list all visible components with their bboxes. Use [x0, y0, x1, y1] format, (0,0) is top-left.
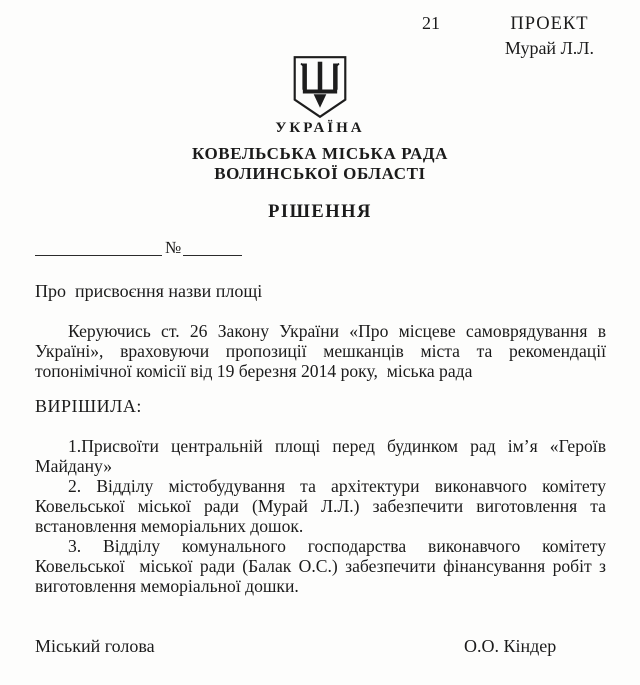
signatory-title: Міський голова [35, 636, 155, 656]
draft-status-label: ПРОЕКТ [510, 14, 589, 34]
coat-of-arms-block [0, 55, 640, 137]
decision-item-line: 2. Відділу містобудування та архітектури виконавчого комітету [68, 476, 606, 496]
draft-status-block [505, 12, 594, 60]
preamble-line: топонімічної комісії від 19 березня 2014 року, міська рада [35, 361, 473, 381]
document-subject: Про присвоєння назви площі [35, 281, 263, 301]
council-heading [0, 144, 640, 183]
country-name: УКРАЇНА [275, 120, 365, 136]
decision-item-line: Ковельської міської ради (Мурай Л.Л.) забезпечити виготовлення та [35, 496, 606, 516]
ukraine-trident-icon [292, 55, 348, 119]
preamble-line: Керуючись ст. 26 Закону України «Про місцеве самоврядування в [68, 321, 606, 341]
number-sign: № [165, 238, 182, 257]
page-number: 21 [422, 13, 440, 33]
decision-item-line: 1.Присвоїти центральній площі перед будинком рад ім’я «Героїв [68, 436, 606, 456]
number-blank-line [183, 238, 242, 256]
decision-item-line: встановлення меморіальних дошок. [35, 516, 304, 536]
document-type-title: РІШЕННЯ [268, 202, 372, 222]
resolved-label: ВИРІШИЛА: [35, 396, 142, 416]
council-name-line2: ВОЛИНСЬКОЇ ОБЛАСТІ [214, 163, 426, 183]
preamble-line: Україні», враховуючи пропозиції мешканців міста та рекомендації [35, 341, 606, 361]
signatory-name: О.О. Кіндер [464, 636, 557, 656]
date-number-line [35, 236, 242, 256]
council-name-line1: КОВЕЛЬСЬКА МІСЬКА РАДА [191, 144, 449, 163]
decision-item-line: виготовлення меморіальної дошки. [35, 576, 299, 596]
decision-item-line: Майдану» [35, 456, 113, 476]
draft-author: Мурай Л.Л. [504, 38, 594, 58]
date-blank-line [35, 238, 162, 256]
decision-item-line: 3. Відділу комунального господарства виконавчого комітету [68, 536, 606, 556]
preamble-paragraph [35, 321, 606, 381]
decision-items [35, 436, 606, 596]
decision-item-line: Ковельської міської ради (Балак О.С.) забезпечити фінансування робіт з [35, 556, 606, 576]
